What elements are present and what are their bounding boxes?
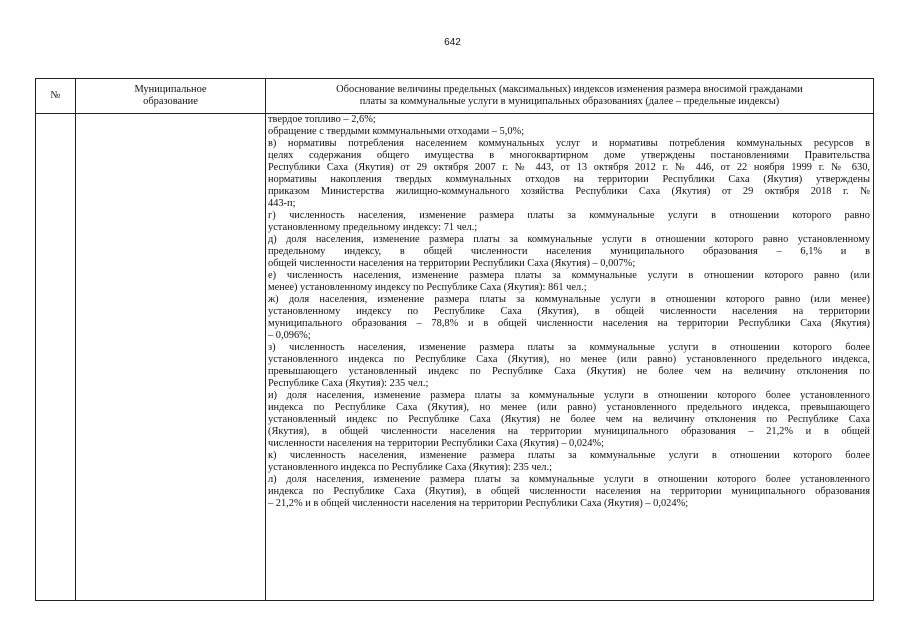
text-line: нормативы накопления твердых коммунальных отходов на территории Республики Саха (Якутия) утверждены bbox=[268, 174, 870, 185]
text-line: и) доля населения, изменение размера платы за коммунальные услуги в отношении которого более установленного bbox=[268, 390, 870, 401]
text-line: л) доля населения, изменение размера платы за коммунальные услуги в отношении которого более установленного bbox=[268, 474, 870, 485]
justification-table bbox=[35, 78, 874, 601]
text-line: з) численность населения, изменение размера платы за коммунальные услуги в отношении которого более bbox=[268, 342, 870, 353]
row-municipality-cell bbox=[76, 114, 266, 601]
text-line: установленного индекса по Республике Саха (Якутия): 235 чел.; bbox=[268, 462, 552, 473]
text-line: установленного индекса по Республике Саха (Якутия), но менее (или равно) установленного предельного индекса, bbox=[268, 354, 870, 365]
table-row bbox=[36, 114, 874, 601]
header-number: № bbox=[36, 79, 76, 114]
header-justification-line: Обоснование величины предельных (максимальных) индексов изменения размера вносимой гражданами bbox=[336, 84, 803, 95]
text-line: Республики Саха (Якутия) от 29 октября 2007 г. № 443, от 13 октября 2012 г. № 446, от 22 ноября 1999 г. № 630, bbox=[268, 162, 870, 173]
text-line: обращение с твердыми коммунальными отходами – 5,0%; bbox=[268, 126, 525, 137]
text-line: – 21,2% и в общей численности населения на территории Республики Саха (Якутия) – 0,024%; bbox=[268, 498, 689, 509]
header-justification bbox=[266, 79, 874, 114]
text-line: твердое топливо – 2,6%; bbox=[268, 114, 376, 125]
text-line: – 0,096%; bbox=[268, 330, 311, 341]
text-line: к) численность населения, изменение размера платы за коммунальные услуги в отношении которого более bbox=[268, 450, 870, 461]
header-municipality-line: образование bbox=[143, 96, 198, 107]
header-municipality-line: Муниципальное bbox=[134, 84, 207, 95]
text-line: муниципального образования – 78,8% и в общей численности населения на территории Республики Саха (Якутия) bbox=[268, 318, 870, 329]
text-line: приказом Министерства жилищно-коммунального хозяйства Республики Саха (Якутия) от 29 октября 2018 г. № bbox=[268, 186, 870, 197]
text-line: е) численность населения, изменение размера платы за коммунальные услуги в отношении которого равно (или bbox=[268, 270, 870, 281]
text-line: установленный индекс по Республике Саха (Якутия) не более чем на величину отклонения по Республике Саха bbox=[268, 414, 870, 425]
text-line: ж) доля населения, изменение размера платы за коммунальные услуги в отношении которого равно (или менее) bbox=[268, 294, 870, 305]
text-line: общей численности населения на территории Республики Саха (Якутия) – 0,007%; bbox=[268, 258, 636, 269]
page-number: 642 bbox=[444, 37, 461, 48]
text-line: превышающего установленный индекс по Республике Саха (Якутия) не более чем на величину отклонения по bbox=[268, 366, 870, 377]
text-line: д) доля населения, изменение размера платы за коммунальные услуги в отношении которого равно установленному bbox=[268, 234, 870, 245]
text-line: 443-п; bbox=[268, 198, 296, 209]
text-line: установленному индексу по Республике Саха (Якутия), в общей численности населения на территории bbox=[268, 306, 870, 317]
text-line: (Якутия), в общей численности населения на территории муниципального образования – 21,2% и в общей bbox=[268, 426, 870, 437]
row-number-cell bbox=[36, 114, 76, 601]
text-line: менее) установленному индексу по Республике Саха (Якутия): 861 чел.; bbox=[268, 282, 587, 293]
justification-text bbox=[266, 114, 873, 510]
text-line: целях содержания общего имущества в многоквартирном доме утверждены постановлениями Правительства bbox=[268, 150, 870, 161]
text-line: численности населения на территории Республики Саха (Якутия) – 0,024%; bbox=[268, 438, 604, 449]
text-line: установленному предельному индексу: 71 чел.; bbox=[268, 222, 478, 233]
text-line: предельному индексу, в общей численности населения муниципального образования – 6,1% и в bbox=[268, 246, 870, 257]
header-municipality bbox=[76, 79, 266, 114]
table-header-row bbox=[36, 79, 874, 114]
header-justification-line: платы за коммунальные услуги в муниципальных образованиях (далее – предельные индексы) bbox=[359, 96, 780, 107]
text-line: индекса по Республике Саха (Якутия), в общей численности населения на территории муниципального образования bbox=[268, 486, 870, 497]
text-line: индекса по Республике Саха (Якутия), но менее (или равно) установленного предельного индекса, превышающего bbox=[268, 402, 870, 413]
row-justification-cell bbox=[266, 114, 874, 601]
text-line: Республике Саха (Якутия): 235 чел.; bbox=[268, 378, 429, 389]
text-line: г) численность населения, изменение размера платы за коммунальные услуги в отношении которого равно bbox=[268, 210, 870, 221]
text-line: в) нормативы потребления населением коммунальных услуг и нормативы потребления коммунальных ресурсов в bbox=[268, 138, 870, 149]
